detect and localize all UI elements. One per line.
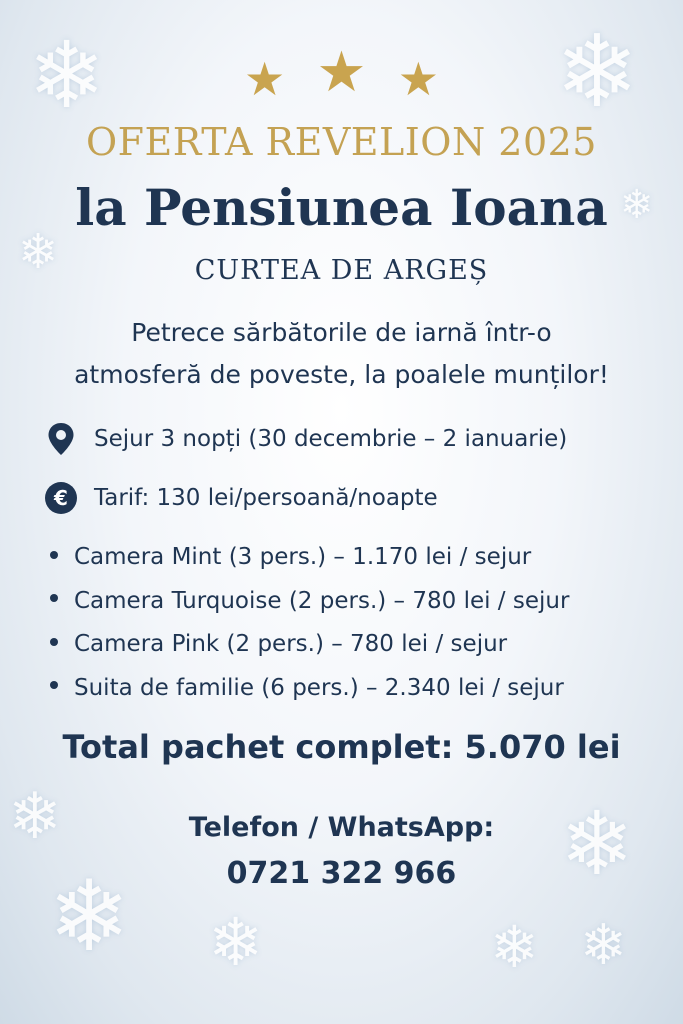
stay-text: Sejur 3 nopți (30 decembrie – 2 ianuarie) xyxy=(94,426,568,452)
star-icon: ★ xyxy=(316,40,367,105)
total-price: Total pachet complet: 5.070 lei xyxy=(62,728,621,766)
room-text: Camera Pink (2 pers.) – 780 lei / sejur xyxy=(74,631,508,657)
room-list xyxy=(50,536,569,710)
snowflake-icon: ❄ xyxy=(620,182,654,228)
tagline-line-2: atmosferă de poveste, la poalele munților! xyxy=(74,360,609,389)
snowflake-icon: ❄ xyxy=(18,224,59,280)
euro-icon xyxy=(44,481,78,515)
snowflake-icon: ❄ xyxy=(560,792,634,895)
list-item xyxy=(50,536,569,580)
star-icon: ★ xyxy=(244,52,286,106)
rating-stars xyxy=(0,40,683,109)
city-name: CURTEA DE ARGEȘ xyxy=(194,255,489,286)
bullet-icon xyxy=(50,638,58,646)
room-text: Suita de familie (6 pers.) – 2.340 lei / sejur xyxy=(74,674,564,701)
bullet-icon xyxy=(50,551,58,559)
snowflake-icon: ❄ xyxy=(490,913,539,981)
euro-symbol: € xyxy=(45,482,77,514)
location-pin-icon xyxy=(44,422,78,456)
rate-text: Tarif: 130 lei/persoană/noapte xyxy=(94,485,438,511)
snowflake-icon: ❄ xyxy=(580,913,627,978)
snowflake-icon: ❄ xyxy=(28,22,106,129)
list-item xyxy=(50,580,569,624)
list-item xyxy=(50,667,569,711)
contact-label: Telefon / WhatsApp: xyxy=(188,812,495,843)
phone-number[interactable]: 0721 322 966 xyxy=(226,856,457,891)
tagline xyxy=(20,312,663,396)
snowflake-icon: ❄ xyxy=(555,13,639,130)
tagline-line-1: Petrece sărbătorile de iarnă într-o xyxy=(131,318,552,347)
bullet-icon xyxy=(50,594,58,602)
snowflake-icon: ❄ xyxy=(208,904,264,981)
star-icon: ★ xyxy=(397,52,439,106)
snowflake-icon: ❄ xyxy=(48,860,131,974)
room-text: Camera Turquoise (2 pers.) – 780 lei / sejur xyxy=(74,587,570,614)
offer-title: OFERTA REVELION 2025 xyxy=(86,120,597,164)
bullet-icon xyxy=(50,681,58,689)
list-item xyxy=(50,623,569,667)
rate-info xyxy=(44,481,438,515)
stay-info xyxy=(44,422,567,456)
room-text: Camera Mint (3 pers.) – 1.170 lei / sejur xyxy=(74,544,532,570)
venue-name: la Pensiunea Ioana xyxy=(75,178,608,237)
snowflake-icon: ❄ xyxy=(8,780,62,854)
